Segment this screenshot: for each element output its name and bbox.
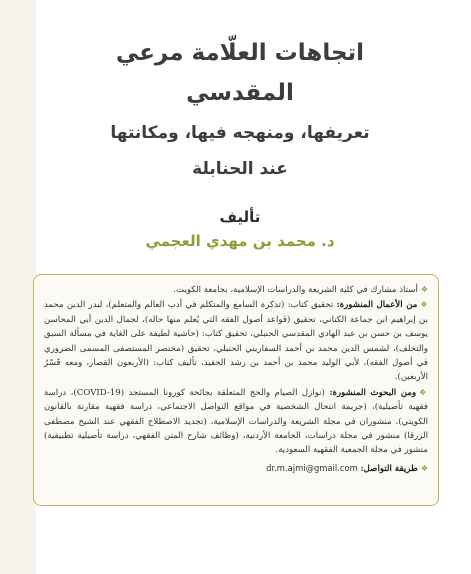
author-label: تأليف: [219, 208, 261, 226]
research-label: ومن البحوث المنشورة:: [329, 387, 417, 398]
author-bio-box: [33, 274, 439, 506]
diamond-bullet-icon: ❖: [420, 463, 428, 473]
diamond-bullet-icon: ❖: [419, 387, 429, 397]
title-line-2: المقدسي: [186, 80, 294, 106]
diamond-bullet-icon: ❖: [420, 285, 428, 294]
bio-contact: [44, 461, 428, 476]
bio-works: [44, 298, 428, 384]
contact-label: طريقة التواصل:: [360, 463, 418, 474]
research-text: (نوازل الصيام والحج المتعلقة بجائحة كورونا المستجد (COVID-19)، دراسة فقهية تأصيلية)، (جريمة انتحال الشخصية في مواقع التواصل الاجتماعي، دراسة فقهية مقارنة بالقانون الكويتي)، منشوران في مجلة الشريعة والدراسات الإسلامية، (تجديد الاصطلاح الفقهي عند الشيخ مصطفى الزرقا) منشور في مجلة دراسات، الجامعة الأردنية، (وظائف شارح المتن الفقهي، دراسة تأصيلية تطبيقية) منشور في مجلة الجمعية الفقهية السعودية.: [44, 387, 428, 456]
bio-position: [44, 283, 428, 297]
position-text: أستاذ مشارك في كلية الشريعة والدراسات الإسلامية، بجامعة الكويت.: [173, 285, 418, 295]
email-link[interactable]: dr.m.ajmi@gmail.com: [266, 462, 358, 473]
subtitle-line-2: عند الحنابلة: [192, 159, 288, 179]
works-text: تحقيق كتاب: (تذكرة السامع والمتكلم في أدب العالم والمتعلم)، لبدر الدين محمد بن إبراهيم ابن جماعة الكناني، تحقيق (قواعد أصول الفقه التي يُعلم منها حاله)، لجمال الدين أبي المحاسن يوسف بن حسن بن عبد الهادي المقدسي الحنبلي، تحقيق كتاب: (حاشية لطيفة على الغاية في مسألة السبق والتخلف)، لشمس الدين محمد بن أحمد السفاريني الحنبلي، تحقيق (مختصر المستصفى المسمى الضروري في أصول الفقه)، لأبي الوليد محمد بن أحمد بن رشد الحفيد، تأليف كتاب: (الأربعون القصار، ومعه قَسْرُ الأربعين).: [44, 300, 428, 383]
title-line-1: اتجاهات العلّامة مرعي: [115, 40, 365, 66]
bio-research: [44, 386, 428, 458]
decorative-side-band: [0, 0, 36, 574]
book-title: [40, 34, 440, 184]
diamond-bullet-icon: ❖: [420, 300, 429, 310]
works-label: من الأعمال المنشورة:: [336, 300, 418, 311]
author-name: د. محمد بن مهدي العجمي: [145, 232, 335, 250]
subtitle-line-1: تعريفها، ومنهجه فيها، ومكانتها: [110, 123, 370, 143]
